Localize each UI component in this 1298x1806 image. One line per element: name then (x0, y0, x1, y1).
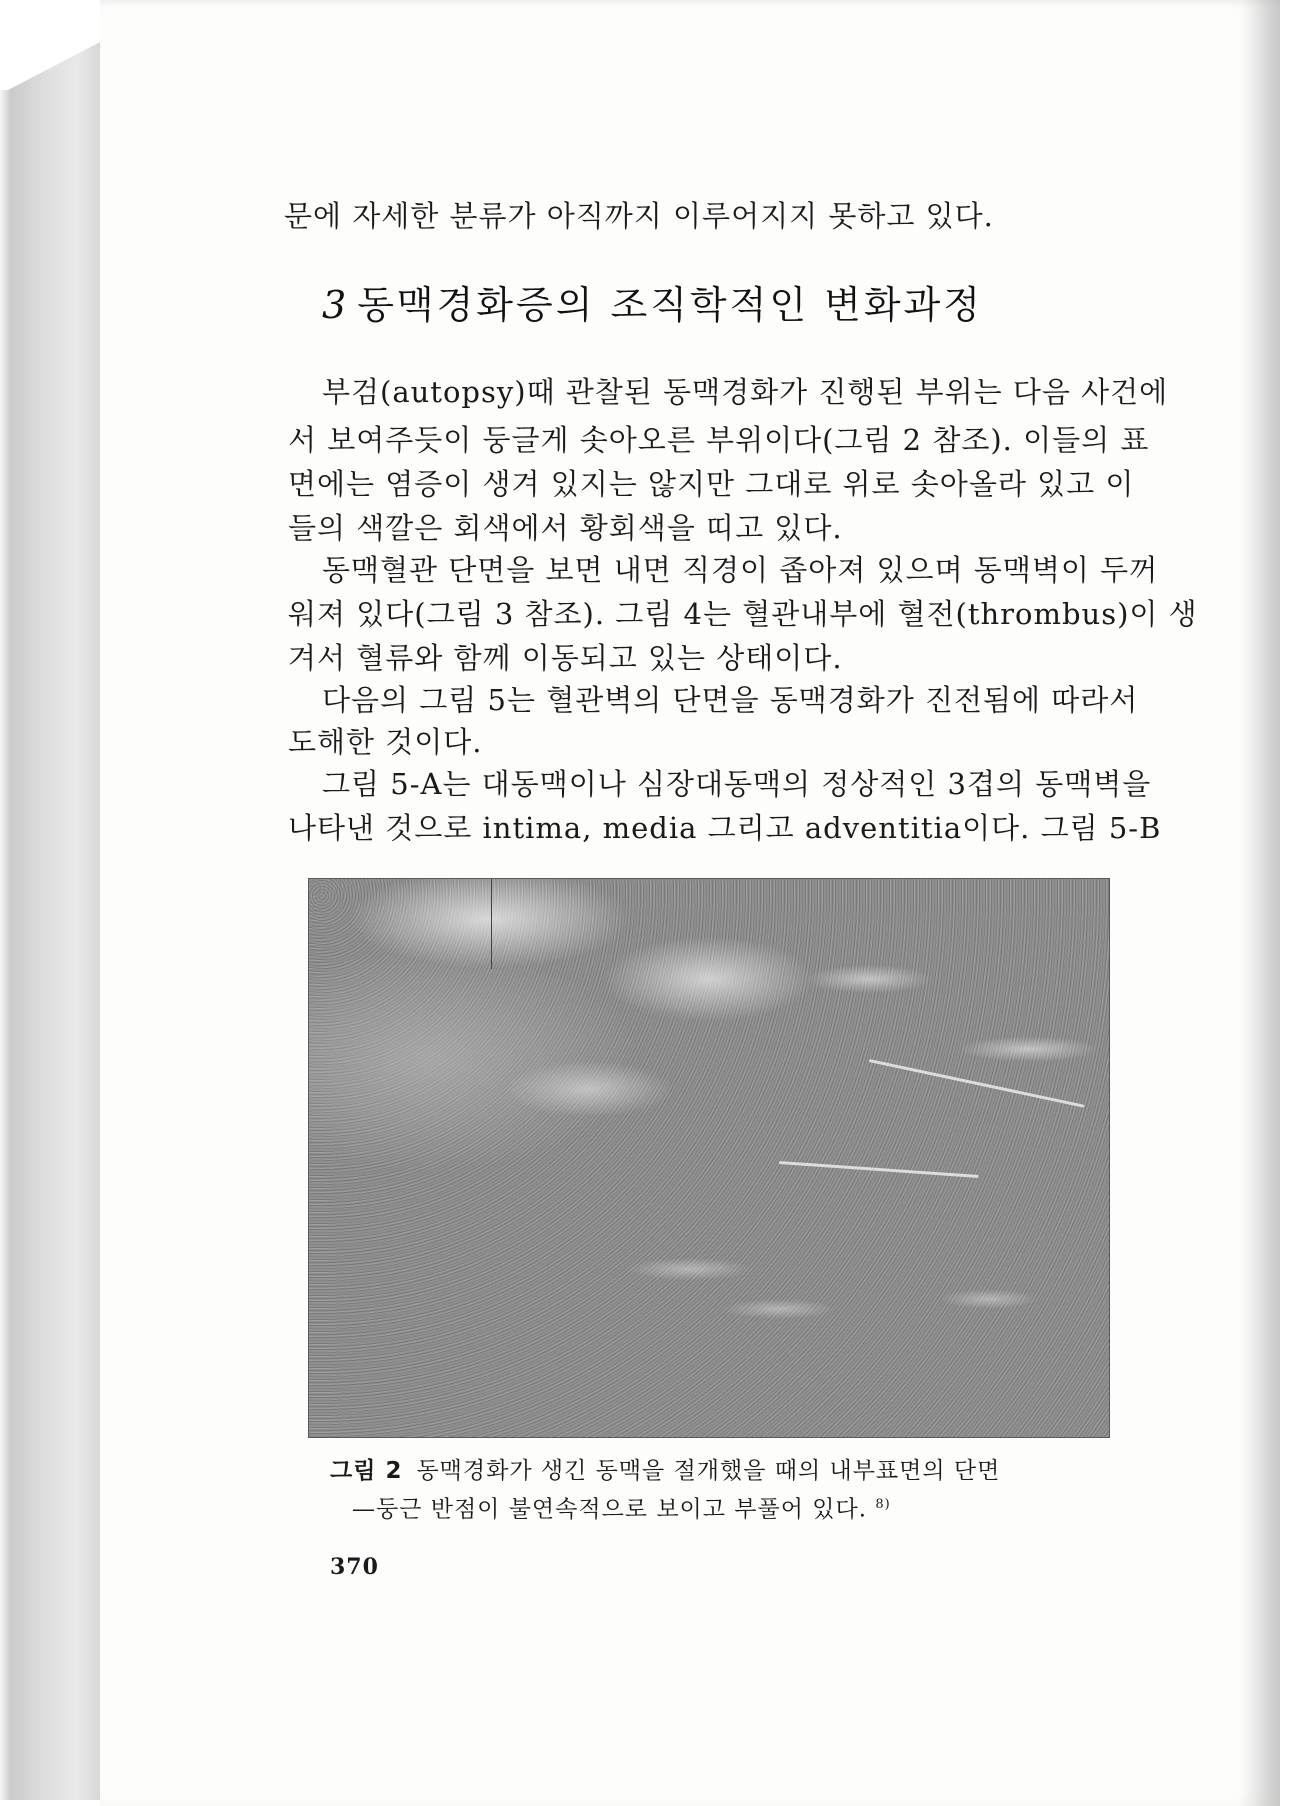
figure-label: 그림 2 (330, 1458, 403, 1484)
page-shadow (1240, 0, 1280, 1806)
figure-caption-text-2: —둥근 반점이 불연속적으로 보이고 부풀어 있다. (352, 1496, 868, 1523)
body-line: 들의 색깔은 회색에서 황회색을 띠고 있다. (288, 511, 843, 545)
photo-highlight (779, 1161, 979, 1178)
book-spine (8, 42, 100, 1800)
photo-scratch-line (491, 879, 492, 969)
photo-highlight (869, 1059, 1085, 1108)
figure-caption-line-2 (352, 1490, 891, 1525)
section-heading (322, 280, 983, 330)
section-title: 동맥경화증의 조직학적인 변화과정 (357, 283, 983, 327)
book-spine-edge (0, 90, 10, 1800)
body-line: 서 보여주듯이 둥글게 솟아오른 부위이다(그림 2 참조). 이들의 표 (288, 423, 1150, 457)
body-line: 부검(autopsy)때 관찰된 동맥경화가 진행된 부위는 다음 사건에 (322, 375, 1169, 409)
figure-caption-line-1 (330, 1456, 1000, 1486)
page-number: 370 (330, 1554, 379, 1580)
body-line: 나타낸 것으로 intima, media 그리고 adventitia이다. 그림 5-B (288, 811, 1162, 845)
body-line: 면에는 염증이 생겨 있지는 않지만 그대로 위로 솟아올라 있고 이 (288, 467, 1135, 501)
body-line: 그림 5-A는 대동맥이나 심장대동맥의 정상적인 3겹의 동맥벽을 (322, 767, 1152, 801)
body-line: 워져 있다(그림 3 참조). 그림 4는 혈관내부에 혈전(thrombus)이 생 (288, 597, 1198, 631)
section-number: 3 (322, 283, 350, 327)
paragraph-continuation: 문에 자세한 분류가 아직까지 이루어지지 못하고 있다. (284, 199, 994, 233)
body-line: 동맥혈관 단면을 보면 내면 직경이 좁아져 있으며 동맥벽이 두꺼 (322, 553, 1159, 587)
body-line: 겨서 혈류와 함께 이동되고 있는 상태이다. (288, 641, 843, 675)
footnote-reference: 8) (875, 1497, 891, 1512)
body-line: 다음의 그림 5는 혈관벽의 단면을 동맥경화가 진전됨에 따라서 (322, 683, 1139, 717)
figure-caption-text: 동맥경화가 생긴 동맥을 절개했을 때의 내부표면의 단면 (416, 1458, 1001, 1484)
body-line: 도해한 것이다. (288, 725, 483, 759)
figure-photo-artery-surface (308, 878, 1110, 1438)
